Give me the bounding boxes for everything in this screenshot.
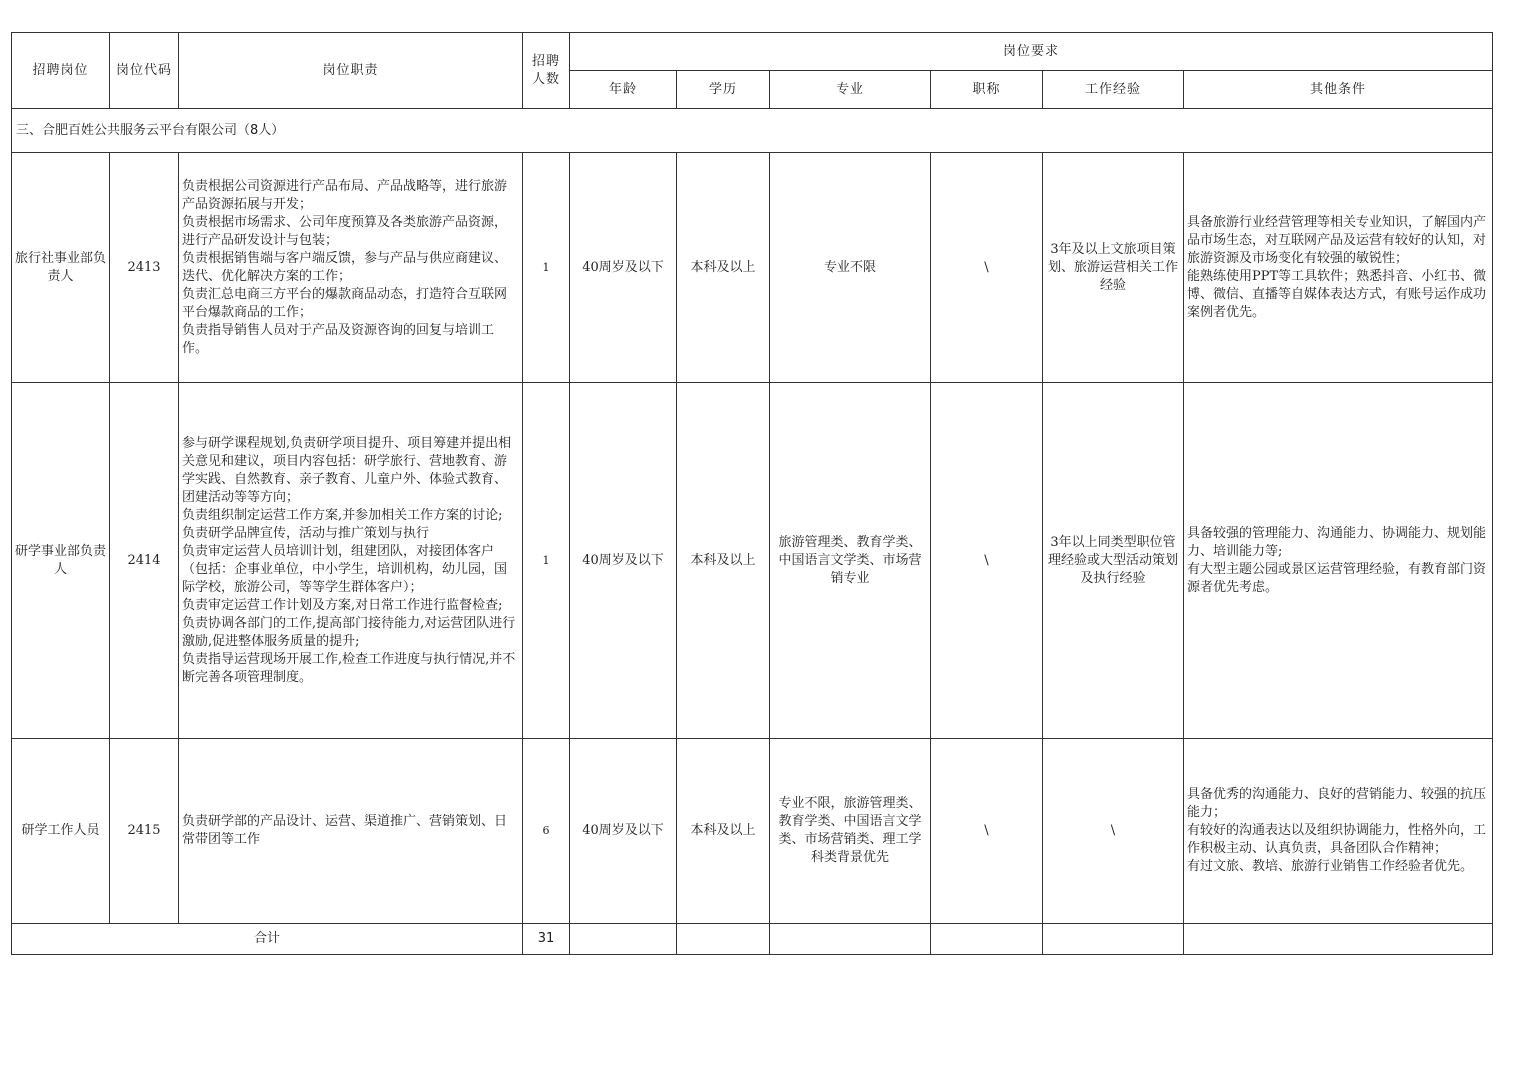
other-line: 有过文旅、教培、旅游行业销售工作经验者优先。 [1187,859,1474,874]
row-count: 1 [523,153,570,383]
row-other [1184,739,1493,924]
row-education: 本科及以上 [677,383,770,739]
duty-line: 负责审定运营人员培训计划，组建团队，对接团体客户（包括：企事业单位，中小学生，培训机构，幼儿园，国际学校，旅游公司，等等学生群体客户）； [182,543,508,595]
duty-line: 负责根据市场需求、公司年度预算及各类旅游产品资源，进行产品研发设计与包装； [182,214,508,248]
total-empty-cell [570,924,677,955]
row-experience: 3年及以上文旅项目策划、旅游运营相关工作经验 [1043,153,1184,383]
header-major: 专业 [770,71,931,109]
header-age: 年龄 [570,71,677,109]
row-duties [179,739,523,924]
total-label: 合计 [12,924,523,955]
other-line: 有大型主题公园或景区运营管理经验，有教育部门资源者优先考虑。 [1187,561,1487,595]
row-duties [179,153,523,383]
recruitment-table [11,32,1493,955]
section-title: 三、合肥百姓公共服务云平台有限公司（8人） [12,109,1493,153]
row-count: 1 [523,383,570,739]
row-age: 40周岁及以下 [570,153,677,383]
row-duties [179,383,523,739]
total-empty-cell [1184,924,1493,955]
header-requirements: 岗位要求 [570,33,1493,71]
total-count: 31 [523,924,570,955]
duty-line: 负责根据公司资源进行产品布局、产品战略等，进行旅游产品资源拓展与开发； [182,178,508,212]
row-position: 旅行社事业部负责人 [12,153,110,383]
duty-line: 负责研学部的产品设计、运营、渠道推广、营销策划、日常带团等工作 [182,814,508,847]
duty-line: 负责汇总电商三方平台的爆款商品动态，打造符合互联网平台爆款商品的工作； [182,286,508,320]
row-experience: 3年以上同类型职位管理经验或大型活动策划及执行经验 [1043,383,1184,739]
header-title: 职称 [931,71,1043,109]
row-title: \ [931,153,1043,383]
duty-line: 负责指导运营现场开展工作,检查工作进度与执行情况,并不断完善各项管理制度。 [182,651,516,685]
other-line: 具备旅游行业经营管理等相关专业知识，了解国内产品市场生态，对互联网产品及运营有较好的认知，对旅游资源及市场变化有较强的敏锐性； [1187,214,1487,266]
row-age: 40周岁及以下 [570,739,677,924]
duty-line: 负责指导销售人员对于产品及资源咨询的回复与培训工作。 [182,322,495,356]
row-experience: \ [1043,739,1184,924]
total-empty-cell [677,924,770,955]
row-other [1184,153,1493,383]
row-code: 2415 [110,739,179,924]
row-major: 专业不限 [770,153,931,383]
header-row-top [12,33,1493,71]
total-empty-cell [1043,924,1184,955]
row-major: 专业不限，旅游管理类、教育学类、中国语言文学类、市场营销类、理工学科类背景优先 [770,739,931,924]
duty-line: 负责研学品牌宣传，活动与推广策划与执行 [182,525,430,541]
other-line: 具备优秀的沟通能力、良好的营销能力、较强的抗压能力； [1187,787,1487,820]
header-experience: 工作经验 [1043,71,1184,109]
total-empty-cell [770,924,931,955]
row-title: \ [931,383,1043,739]
header-other: 其他条件 [1184,71,1493,109]
table-row [12,153,1493,383]
section-row [12,109,1493,153]
header-count: 招聘人数 [523,33,570,109]
row-title: \ [931,739,1043,924]
table-row [12,739,1493,924]
row-other [1184,383,1493,739]
row-position: 研学工作人员 [12,739,110,924]
duty-line: 负责根据销售端与客户端反馈，参与产品与供应商建议、迭代、优化解决方案的工作； [182,250,508,284]
row-position: 研学事业部负责人 [12,383,110,739]
row-major: 旅游管理类、教育学类、中国语言文学类、市场营销专业 [770,383,931,739]
table-row [12,383,1493,739]
duty-line: 负责协调各部门的工作,提高部门接待能力,对运营团队进行激励,促进整体服务质量的提升; [182,615,516,649]
duty-line: 参与研学课程规划,负责研学项目提升、项目筹建并提出相关意见和建议，项目内容包括：研学旅行、营地教育、游学实践、自然教育、亲子教育、儿童户外、体验式教育、团建活动等等方向； [182,435,512,505]
row-count: 6 [523,739,570,924]
row-code: 2413 [110,153,179,383]
row-age: 40周岁及以下 [570,383,677,739]
row-education: 本科及以上 [677,153,770,383]
other-line: 有较好的沟通表达以及组织协调能力，性格外向，工作积极主动、认真负责，具备团队合作精神； [1187,823,1487,856]
header-code: 岗位代码 [110,33,179,109]
other-line: 能熟练使用PPT等工具软件；熟悉抖音、小红书、微博、微信、直播等自媒体表达方式，有账号运作成功案例者优先。 [1187,268,1487,320]
total-empty-cell [931,924,1043,955]
other-line: 具备较强的管理能力、沟通能力、协调能力、规划能力、培训能力等; [1187,525,1487,559]
duty-line: 负责组织制定运营工作方案,并参加相关工作方案的讨论; [182,507,503,523]
header-position: 招聘岗位 [12,33,110,109]
row-education: 本科及以上 [677,739,770,924]
duty-line: 负责审定运营工作计划及方案,对日常工作进行监督检查; [182,597,503,613]
row-code: 2414 [110,383,179,739]
header-duties: 岗位职责 [179,33,523,109]
header-education: 学历 [677,71,770,109]
total-row [12,924,1493,955]
